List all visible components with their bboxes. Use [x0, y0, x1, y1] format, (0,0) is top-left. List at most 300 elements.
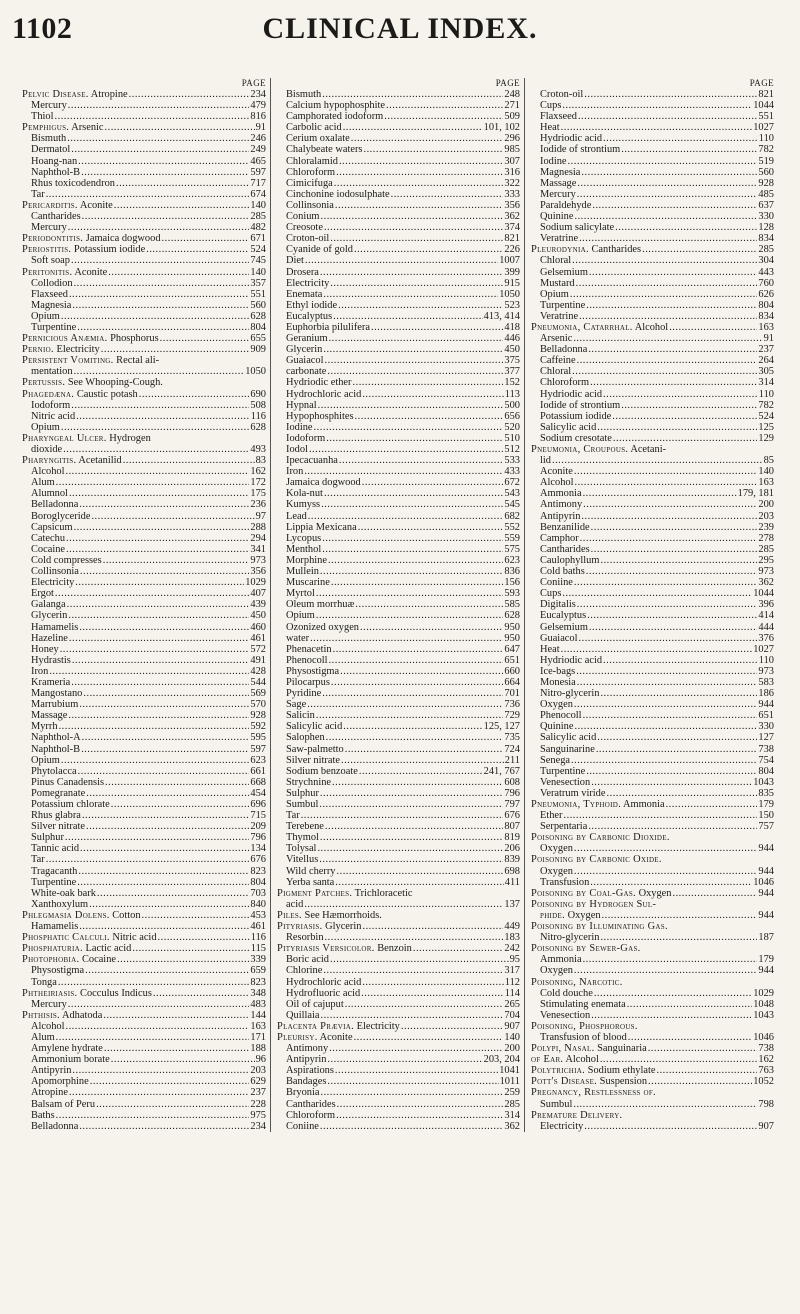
dot-leader	[61, 755, 250, 766]
entry-text: Venesection	[540, 1009, 591, 1021]
dot-leader	[59, 721, 250, 732]
entry-heading: Pneumonia, Typhoid.	[531, 799, 621, 810]
dot-leader	[320, 788, 503, 799]
entry-text: Phosphatic Calculi. Nitric acid	[22, 932, 157, 944]
index-heading-entry	[531, 1054, 774, 1065]
index-sub-entry	[277, 211, 520, 222]
entry-text: Ammonia	[540, 954, 582, 966]
index-sub-entry	[22, 622, 266, 633]
entry-text: Phtheiriasis. Cocculus Indicus	[22, 987, 152, 999]
index-column-3	[524, 78, 778, 1132]
entry-text: Hydrochloric acid	[286, 976, 362, 988]
index-sub-entry	[277, 322, 520, 333]
entry-text: Belladonna	[31, 499, 79, 511]
entry-text: Eucalyptus	[286, 310, 333, 322]
page-reference: 629	[250, 1076, 266, 1088]
page-reference: 461	[250, 632, 266, 644]
index-sub-entry	[22, 100, 266, 111]
index-sub-entry	[22, 289, 266, 300]
page-reference: 560	[250, 299, 266, 311]
entry-text: Tar	[286, 810, 300, 822]
entry-text: Hypnal	[286, 399, 317, 411]
entry-text: Hamamelis	[31, 921, 79, 933]
dot-leader	[355, 411, 504, 422]
index-sub-entry	[277, 988, 520, 999]
entry-heading: Piles.	[277, 909, 302, 921]
entry-text: Pyridine	[286, 688, 322, 700]
page-reference: 717	[250, 177, 266, 189]
entry-text: Naphthol-A	[31, 732, 81, 744]
page-reference: 623	[504, 554, 520, 566]
index-sub-entry	[277, 255, 520, 266]
entry-text: carbonate	[286, 366, 327, 378]
entry-text: Glycerin	[31, 610, 68, 622]
entry-text: Hazeline	[31, 632, 68, 644]
entry-text: Ice-bags	[540, 665, 576, 677]
entry-text: Quinine	[540, 211, 574, 223]
entry-text: Oxygen	[540, 843, 573, 855]
entry-text: Sodium benzoate	[286, 765, 358, 777]
index-sub-entry	[531, 522, 774, 533]
entry-text: Ipecacuanha	[286, 455, 338, 467]
entry-text: of Ear. Alcohol	[531, 1054, 599, 1066]
entry-text: Placenta Prævia. Electricity	[277, 1020, 400, 1032]
entry-text: Chloral	[540, 255, 572, 267]
entry-text: Iodol	[286, 444, 308, 455]
index-sub-entry	[22, 400, 266, 411]
entry-text: Baths	[31, 1109, 55, 1121]
dot-leader	[343, 721, 482, 732]
dot-leader	[74, 366, 245, 377]
page-reference: 374	[504, 222, 520, 234]
index-sub-entry	[22, 1087, 266, 1098]
dot-leader	[334, 178, 504, 189]
index-heading-entry	[531, 244, 774, 255]
entry-text: dioxide	[31, 444, 63, 455]
page-reference: 91	[763, 333, 774, 345]
index-sub-entry	[22, 499, 266, 510]
page-reference: 479	[250, 100, 266, 112]
page-reference: 664	[504, 676, 520, 688]
dot-leader	[583, 499, 757, 510]
index-heading-entry	[531, 444, 774, 455]
index-sub-entry	[277, 954, 520, 965]
dot-leader	[329, 655, 504, 666]
dot-leader	[96, 1099, 249, 1110]
index-heading-entry	[22, 122, 266, 133]
entry-heading: Poisoning by Illuminating Gas.	[531, 921, 668, 933]
entry-text: Coniine	[540, 577, 573, 589]
index-sub-entry	[531, 211, 774, 222]
entry-heading: Persistent Vomiting.	[22, 355, 114, 367]
index-sub-entry	[531, 477, 774, 488]
dot-leader	[63, 444, 249, 455]
dot-leader	[586, 766, 757, 777]
entry-text: Chloroform	[540, 377, 590, 389]
index-sub-entry	[531, 499, 774, 510]
page-reference: 228	[250, 1098, 266, 1110]
dot-leader	[66, 533, 249, 544]
entry-heading: Pityriasis.	[277, 921, 323, 933]
page-reference: 796	[504, 787, 520, 799]
page-reference: 608	[504, 776, 520, 788]
page-reference: 1041	[499, 1065, 520, 1077]
page-reference: 110	[758, 388, 774, 400]
page-reference: 823	[250, 865, 266, 877]
entry-text: Pneumonia, Catarrhal. Alcohol	[531, 321, 669, 333]
entry-text: Cold baths	[540, 566, 585, 578]
page-reference: 413, 414	[483, 310, 520, 322]
entry-text: Monesia	[540, 676, 576, 688]
index-sub-entry	[277, 1087, 520, 1098]
index-sub-entry	[277, 488, 520, 499]
dot-leader	[573, 1099, 757, 1110]
page-reference: 162	[758, 1054, 774, 1066]
entry-text: Oxygen	[540, 699, 573, 711]
index-columns	[16, 78, 786, 1132]
dot-leader	[83, 688, 249, 699]
dot-leader	[574, 866, 758, 877]
dot-leader	[577, 677, 758, 688]
page-reference: 944	[758, 887, 774, 899]
index-sub-entry	[22, 511, 266, 522]
entry-text: Pericarditis. Aconite	[22, 199, 113, 211]
index-heading-entry	[531, 1110, 774, 1121]
dot-leader	[71, 677, 249, 688]
index-sub-entry	[277, 278, 520, 289]
index-sub-entry	[22, 810, 266, 821]
dot-leader	[314, 422, 504, 433]
dot-leader	[579, 633, 758, 644]
entry-text: Hydriodic ether	[286, 377, 352, 389]
index-sub-entry	[277, 588, 520, 599]
dot-leader	[67, 133, 249, 144]
entry-text: Photophobia. Cocaine	[22, 954, 117, 966]
entry-heading: Poisoning by Coal-Gas.	[531, 887, 636, 899]
dot-leader	[642, 244, 757, 255]
entry-text: Benzanilide	[540, 521, 590, 533]
dot-leader	[580, 533, 758, 544]
page-reference: 655	[250, 333, 266, 345]
page-reference: 285	[250, 211, 266, 223]
entry-text: Cerium oxalate	[286, 133, 350, 145]
entry-text: Jamaica dogwood	[286, 477, 361, 489]
index-sub-entry	[277, 411, 520, 422]
entry-text: Saw-palmetto	[286, 743, 344, 755]
page-reference: 1027	[753, 643, 774, 655]
index-heading-entry	[22, 89, 266, 100]
index-sub-entry	[277, 666, 520, 677]
dot-leader	[323, 344, 503, 355]
page-reference: 144	[250, 1009, 266, 1021]
index-sub-entry	[277, 599, 520, 610]
index-heading-entry	[22, 954, 266, 965]
entry-text: Silver nitrate	[286, 754, 340, 766]
dot-leader	[615, 222, 757, 233]
index-sub-entry	[277, 466, 520, 477]
page-reference: 125	[758, 421, 774, 433]
index-sub-entry	[277, 777, 520, 788]
dot-leader	[578, 111, 757, 122]
page-reference: 85	[763, 455, 774, 467]
dot-leader	[320, 1087, 503, 1098]
index-sub-entry	[531, 610, 774, 621]
entry-text: Iodine	[286, 421, 313, 433]
dot-leader	[594, 988, 752, 999]
page-reference: 314	[504, 1109, 520, 1121]
page-reference: 236	[250, 499, 266, 511]
index-sub-entry	[277, 222, 520, 233]
entry-text: Vitellus	[286, 854, 319, 866]
entry-text: Antimony	[540, 499, 583, 511]
page-reference: 296	[504, 133, 520, 145]
index-sub-entry	[531, 810, 774, 821]
page-reference: 682	[504, 510, 520, 522]
page-reference: 333	[504, 188, 520, 200]
page-reference: 112	[504, 976, 520, 988]
entry-text: Pertussis. See Whooping-Cough.	[22, 377, 163, 389]
entry-text: Phenacetin	[286, 643, 332, 655]
index-sub-entry	[22, 666, 266, 677]
entry-text: Pott's Disease. Suspension	[531, 1076, 648, 1088]
entry-text: Pneumonia, Typhoid. Ammonia	[531, 799, 665, 810]
dot-leader	[579, 233, 757, 244]
dot-leader	[327, 366, 503, 377]
index-sub-entry	[22, 1065, 266, 1076]
index-sub-entry	[22, 688, 266, 699]
index-sub-entry	[531, 688, 774, 699]
entry-text: Tragacanth	[31, 865, 78, 877]
page-reference: 295	[758, 554, 774, 566]
dot-leader	[60, 644, 250, 655]
dot-leader	[316, 710, 504, 721]
entry-text: Creosote	[286, 222, 323, 234]
index-sub-entry	[277, 688, 520, 699]
index-heading-entry	[22, 200, 266, 211]
dot-leader	[79, 622, 249, 633]
page-reference: 840	[250, 898, 266, 910]
page-reference: 115	[250, 943, 266, 955]
page-reference: 188	[250, 1043, 266, 1055]
index-heading-entry	[22, 910, 266, 921]
entry-text: Periodontitis. Jamaica dogwood	[22, 233, 161, 245]
page-reference: 628	[250, 421, 266, 433]
index-sub-entry	[22, 766, 266, 777]
index-sub-entry	[22, 1054, 266, 1065]
entry-text: Tannic acid	[31, 843, 80, 855]
dot-leader	[359, 766, 483, 777]
dot-leader	[360, 622, 503, 633]
dot-leader	[74, 278, 250, 289]
entry-heading: of Ear.	[531, 1054, 564, 1066]
page-reference: 754	[758, 754, 774, 766]
entry-text: Resorbin	[286, 932, 324, 944]
page-reference: 804	[758, 765, 774, 777]
entry-text: Mullein	[286, 566, 319, 578]
dot-leader	[49, 666, 249, 677]
dot-leader	[321, 211, 504, 222]
page-reference: 175	[250, 488, 266, 500]
page-reference: 637	[758, 199, 774, 211]
index-sub-entry	[531, 189, 774, 200]
entry-text: Pharyngeal Ulcer. Hydrogen	[22, 432, 151, 444]
entry-text: Myrtol	[286, 588, 315, 600]
entry-text: Sodium salicylate	[540, 222, 615, 234]
page-reference: 95	[509, 954, 520, 966]
index-sub-entry	[531, 555, 774, 566]
page-reference: 278	[758, 532, 774, 544]
page-reference: 110	[758, 133, 774, 145]
page-number: 1102	[12, 12, 73, 45]
page-reference: 623	[250, 754, 266, 766]
page-reference: 163	[758, 477, 774, 489]
page-reference: 134	[250, 843, 266, 855]
dot-leader	[577, 178, 757, 189]
dot-leader	[67, 599, 250, 610]
page-reference: 763	[758, 1065, 774, 1077]
entry-text: Boroglyceride	[31, 510, 91, 522]
entry-text: Mercury	[31, 222, 67, 234]
page-reference: 628	[250, 310, 266, 322]
entry-text: Potassium chlorate	[31, 799, 110, 810]
index-sub-entry	[22, 821, 266, 832]
dot-leader	[576, 278, 758, 289]
entry-heading: Periodontitis.	[22, 233, 84, 245]
page-reference: 91	[255, 122, 266, 134]
entry-text: Pemphigus. Arsenic	[22, 122, 104, 134]
entry-text: Cups	[540, 588, 562, 600]
entry-text: Turpentine	[540, 299, 586, 311]
index-sub-entry	[531, 988, 774, 999]
index-sub-entry	[22, 888, 266, 899]
entry-text	[531, 1087, 656, 1098]
entry-text: Capsicum	[31, 521, 73, 533]
entry-text	[531, 977, 623, 988]
page-reference: 113	[504, 388, 520, 400]
dot-leader	[78, 766, 250, 777]
page-reference: 399	[504, 266, 520, 278]
entry-text: Bryonia	[286, 1087, 320, 1099]
entry-text: Physostigma	[286, 665, 340, 677]
page-reference: 676	[250, 854, 266, 866]
index-sub-entry	[22, 156, 266, 167]
dot-leader	[111, 1054, 255, 1065]
entry-heading: Pneumonia, Croupous.	[531, 444, 629, 455]
dot-leader	[355, 599, 503, 610]
page-reference: 450	[250, 610, 266, 622]
dot-leader	[621, 400, 757, 411]
index-sub-entry	[277, 511, 520, 522]
index-sub-entry	[277, 133, 520, 144]
entry-heading: Pharyngeal Ulcer.	[22, 432, 107, 444]
entry-text: Heat	[540, 643, 560, 655]
index-sub-entry	[277, 400, 520, 411]
entry-text: Krameria	[31, 676, 71, 688]
dot-leader	[669, 322, 757, 333]
index-sub-entry	[22, 788, 266, 799]
page-reference: 671	[250, 233, 266, 245]
dot-leader	[597, 732, 757, 743]
entry-text: Iodide of strontium	[540, 144, 621, 156]
entry-heading: Pemphigus.	[22, 122, 70, 134]
dot-leader	[581, 511, 757, 522]
dot-leader	[310, 633, 503, 644]
entry-text: Balsam of Peru	[31, 1098, 96, 1110]
entry-text: Dermatol	[31, 144, 71, 156]
index-sub-entry	[22, 1021, 266, 1032]
dot-leader	[574, 843, 758, 854]
dot-leader	[329, 1043, 503, 1054]
entry-text: Salicylic acid	[540, 732, 597, 744]
index-sub-entry	[277, 577, 520, 588]
dot-leader	[318, 400, 504, 411]
page-reference: 127	[758, 732, 774, 744]
page-reference: 656	[504, 410, 520, 422]
index-sub-entry	[277, 810, 520, 821]
dot-leader	[362, 477, 504, 488]
entry-text: Electricity	[540, 1120, 584, 1132]
page-reference: 234	[250, 1120, 266, 1132]
dot-leader	[69, 289, 249, 300]
entry-heading: Phosphatic Calculi.	[22, 932, 110, 944]
dot-leader	[335, 877, 504, 888]
index-sub-entry	[22, 477, 266, 488]
dot-leader	[146, 244, 249, 255]
page-reference: 114	[504, 987, 520, 999]
dot-leader	[307, 699, 503, 710]
dot-leader	[577, 189, 758, 200]
index-heading-entry	[22, 1010, 266, 1021]
page-reference: 928	[250, 710, 266, 722]
page-reference: 944	[758, 699, 774, 711]
dot-leader	[304, 899, 503, 910]
entry-text	[531, 1110, 622, 1121]
index-heading-entry	[531, 832, 774, 843]
dot-leader	[656, 1065, 757, 1076]
page-reference: 821	[504, 233, 520, 245]
page-reference: 738	[758, 743, 774, 755]
index-sub-entry	[277, 355, 520, 366]
page-reference: 163	[250, 1020, 266, 1032]
index-sub-entry	[531, 511, 774, 522]
index-sub-entry	[277, 444, 520, 455]
dot-leader	[362, 389, 503, 400]
page-reference: 461	[250, 921, 266, 933]
dot-leader	[61, 422, 250, 433]
page-reference: 304	[758, 255, 774, 267]
dot-leader	[81, 167, 249, 178]
index-sub-entry	[531, 455, 774, 466]
page-reference: 585	[504, 599, 520, 611]
entry-heading: Pericarditis.	[22, 199, 78, 211]
entry-heading: Placenta Prævia.	[277, 1020, 354, 1032]
entry-text: Chloroform	[286, 166, 336, 178]
index-sub-entry	[22, 655, 266, 666]
index-sub-entry	[531, 366, 774, 377]
page-reference: 211	[504, 754, 520, 766]
page-reference: 376	[758, 632, 774, 644]
dot-leader	[588, 821, 757, 832]
page-reference: 450	[504, 344, 520, 356]
index-sub-entry	[22, 677, 266, 688]
entry-heading: Poisoning by Sewer-Gas.	[531, 943, 641, 955]
page-reference: 97	[255, 510, 266, 522]
page-reference: 745	[250, 255, 266, 267]
page-reference: 975	[250, 1109, 266, 1121]
index-heading-entry	[277, 943, 520, 954]
page-reference: 736	[504, 699, 520, 711]
index-sub-entry	[22, 699, 266, 710]
